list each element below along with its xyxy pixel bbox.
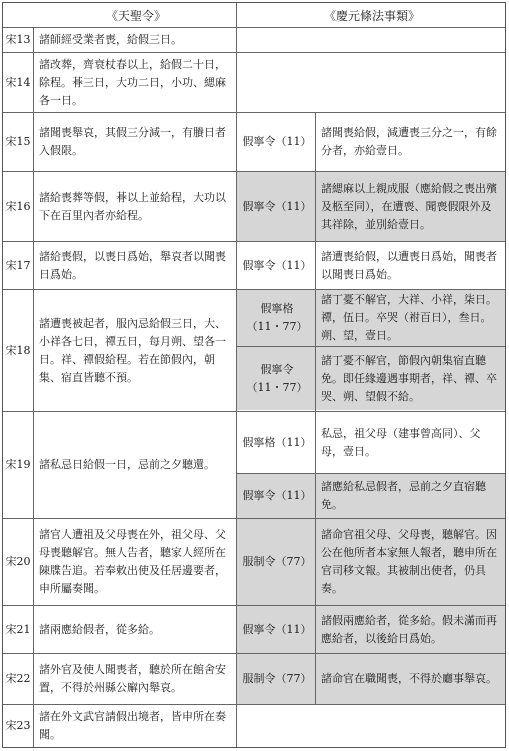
ordinance-name: 假寧令（11）: [242, 135, 312, 148]
tiansheng-text: 諸官人遭祖及父母喪在外，祖父母、父母喪聽解官。無人告者，聽家人經所在陳牒告追。若奉敕出使及任居邊要者，申所屬奏聞。: [39, 528, 226, 595]
tiansheng-text: 諸外官及使人聞喪者，聽於所在館舍安置，不得於州縣公廨內舉哀。: [39, 663, 226, 694]
ordinance-name: 假寧令（11）: [242, 199, 312, 213]
qingyuan-text: 諸命官在職聞喪，不得於廳事舉哀。: [321, 672, 497, 685]
col-divider-2: [236, 3, 237, 747]
row-number: 宋16: [5, 199, 31, 213]
ordinance-name: 假寧令（11）: [242, 258, 312, 272]
qingyuan-text: 諸應給私忌假者，忌前之夕直宿聽免。: [321, 480, 486, 511]
tiansheng-text: 諸師經受業者喪，給假三日。: [39, 33, 182, 46]
tiansheng-text: 諸兩應給假者，從多給。: [39, 622, 160, 636]
ordinance-name: 假寧令 （11・77）: [246, 363, 308, 394]
row-number: 宋13: [5, 33, 31, 46]
row-number: 宋19: [5, 458, 31, 471]
row-number: 宋14: [5, 75, 31, 89]
row-number: 宋15: [5, 135, 31, 148]
tiansheng-text: 諸遭喪被起者，服內忌給假三日，大、小祥各七日，禫五日，每月朔、望各一日。祥、禫假給程。若在節假內，朝集、宿直皆聽不預。: [39, 316, 226, 384]
qingyuan-text: 諸聞喪給假，減遭喪三分之一，有餘分者，亦給壹日。: [321, 126, 497, 157]
qingyuan-text: 諸丁憂不解官，節假內朝集宿直聽免。即任緣邊遇事期者，祥、禫、卒哭、朔、望假不給。: [321, 354, 497, 403]
ordinance-name: 假寧格（11）: [242, 435, 312, 449]
tiansheng-text: 諸私忌日給假一日，忌前之夕聽還。: [39, 458, 215, 471]
col-divider-3: [315, 112, 316, 704]
qingyuan-text: 諸遭喪給假，以遭喪日爲始，聞喪者以聞喪日爲始。: [321, 249, 497, 281]
ordinance-name: 假寧令（11）: [242, 489, 312, 502]
tiansheng-text: 諸改葬，齊衰杖春以上，給假二十日，除程。朞三日，大功二日，小功、緦麻各一日。: [39, 57, 226, 107]
row-number: 宋20: [5, 555, 31, 568]
row-number: 宋22: [5, 672, 31, 685]
row-number: 宋23: [5, 719, 31, 732]
ordinance-name: 服制令（77）: [242, 555, 312, 568]
header-qingyuan: 《慶元條法事類》: [323, 9, 420, 23]
ordinance-name: 假寧令（11）: [242, 622, 312, 636]
qingyuan-text: 諸緦麻以上親成服（應給假之喪出殯及柩至同），在遭喪、聞喪假限外及其祥除，並別給壹日。: [321, 181, 497, 231]
tiansheng-text: 諸聞喪舉哀，其假三分減一，有賸日者入假限。: [39, 126, 226, 157]
qingyuan-text: 諸命官祖父母、父母喪，聽解官。因公在他所者本家無人報者，聽申所在官司移文報。其被制出使者，仍具奏。: [321, 528, 497, 595]
comparison-table: [2, 2, 506, 748]
ordinance-name: 假寧格 （11・77）: [246, 302, 308, 333]
qingyuan-text: 諸假兩應給者，從多給。假未滿而再應給者，以後給日爲始。: [321, 613, 497, 645]
tiansheng-text: 諸給喪假，以喪日爲始，舉哀者以聞喪日爲始。: [39, 249, 226, 281]
qingyuan-text: 私忌，祖父母（建事曾高同）、父母，壹日。: [321, 426, 481, 458]
row-number: 宋17: [5, 258, 31, 272]
row-number: 宋18: [5, 343, 31, 357]
tiansheng-text: 諸給喪葬等假，朞以上並給程，大功以下在百里內者亦給程。: [39, 190, 226, 222]
qingyuan-text: 諸丁憂不解官，大祥、小祥，柒日。禫，伍日。卒哭（祔百日），叁日。朔、望，壹日。: [321, 293, 497, 342]
row-number: 宋21: [5, 622, 31, 636]
tiansheng-text: 諸在外文武官請假出境者，皆申所在奏聞。: [39, 710, 226, 741]
ordinance-name: 服制令（77）: [242, 672, 312, 685]
header-tiansheng: 《天聖令》: [105, 9, 166, 23]
col-divider-1: [33, 27, 34, 747]
